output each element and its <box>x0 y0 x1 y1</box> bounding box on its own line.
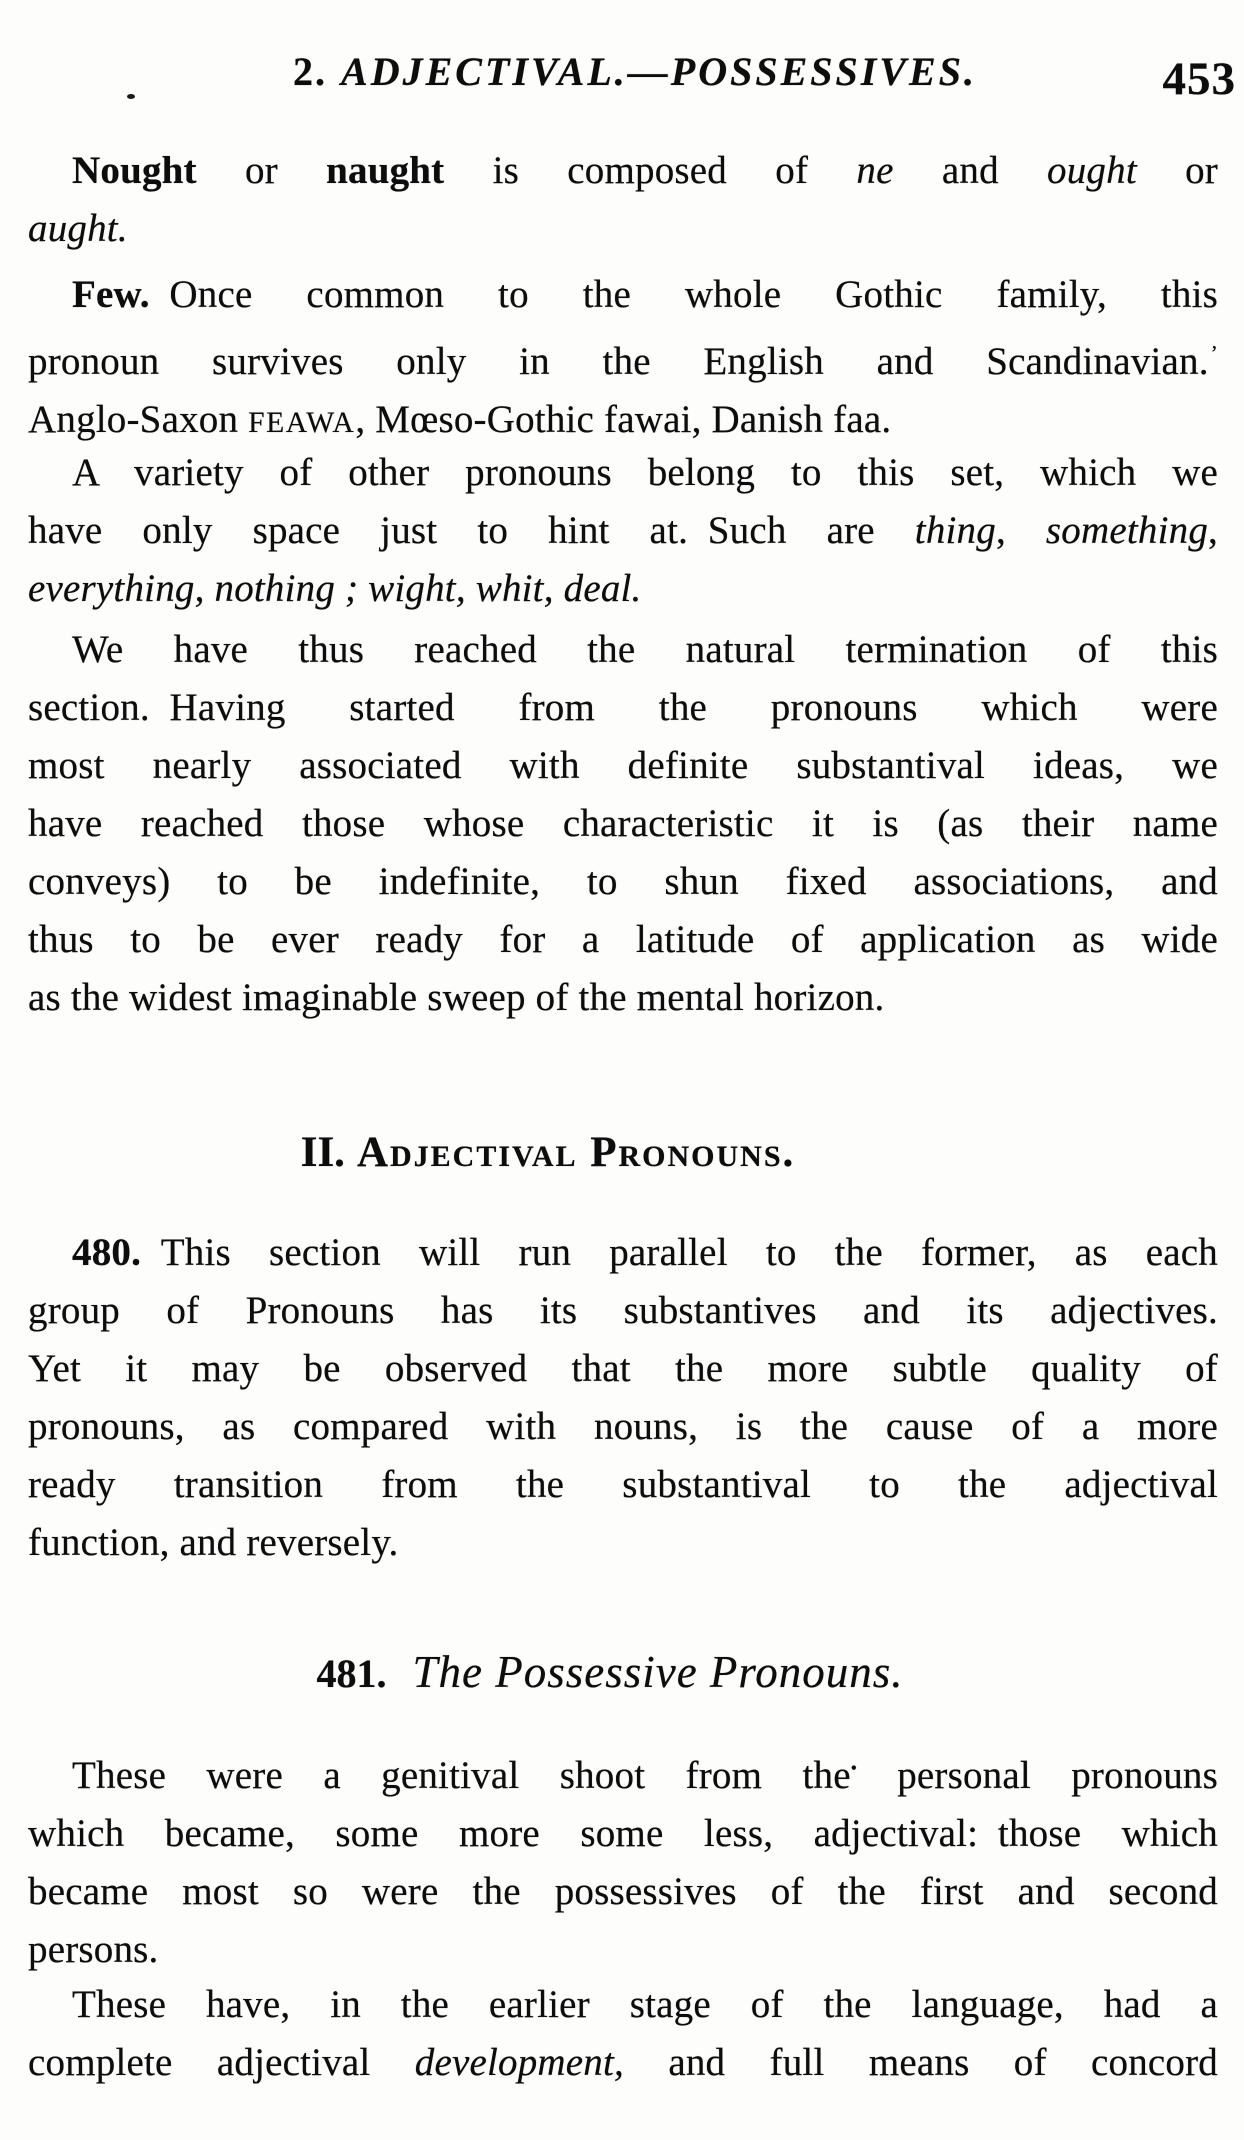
paragraph-few <box>28 266 1218 452</box>
text-run: , <box>1208 509 1218 552</box>
paragraph-nought <box>28 142 1218 258</box>
text-line <box>28 679 1218 737</box>
text-run: pronouns, as compared with nouns, is the cause of a more <box>28 1405 1218 1448</box>
text-run: Nought <box>72 149 197 192</box>
text-run: Few. <box>72 273 150 316</box>
text-run: A variety of other pronouns belong to this set, which we <box>72 451 1218 494</box>
text-run: have only space just to hint at. Such are <box>28 509 915 552</box>
text-run: everything, nothing ; wight, whit, deal. <box>28 567 642 610</box>
section-title: The Possessive Pronouns. <box>412 1647 904 1697</box>
text-line <box>28 1224 1218 1282</box>
text-line <box>28 2034 1218 2092</box>
paragraph-genitival <box>28 1739 1218 1979</box>
running-head <box>230 48 1040 95</box>
text-run: persons. <box>28 1928 159 1971</box>
text-run: Yet it may be observed that the more subtle quality of <box>28 1347 1218 1390</box>
text-run: complete adjectival <box>28 2041 415 2084</box>
text-run: development, <box>414 2041 624 2084</box>
text-line <box>28 266 1218 324</box>
text-run: most nearly associated with definite substantival ideas, we <box>28 744 1218 787</box>
text-run: , <box>995 509 1046 552</box>
section-heading-adjectival-pronouns <box>28 1128 1068 1177</box>
text-run: or <box>196 149 327 192</box>
text-line <box>28 142 1218 200</box>
text-run: or <box>1136 149 1218 192</box>
text-run: is composed of <box>444 149 857 192</box>
text-line <box>28 911 1218 969</box>
text-run: which became, some more some less, adjectival: those which <box>28 1812 1218 1855</box>
text-line <box>28 444 1218 502</box>
text-line <box>28 1805 1218 1863</box>
text-run: have reached those whose characteristic it is (as their name <box>28 802 1218 845</box>
text-line <box>28 621 1218 679</box>
text-run: something <box>1045 509 1209 552</box>
running-head-section-number: 2. <box>293 49 328 94</box>
section-number-480: 480. <box>72 1231 142 1274</box>
text-run: Once common to the whole Gothic family, this <box>149 273 1218 316</box>
text-line <box>28 1456 1218 1514</box>
text-line <box>28 1398 1218 1456</box>
text-line <box>28 502 1218 560</box>
paragraph-480 <box>28 1224 1218 1572</box>
ink-blot: • <box>850 1758 857 1778</box>
text-run: and <box>893 149 1048 192</box>
text-run: We have thus reached the natural termination of this <box>72 628 1218 671</box>
section-number-481: 481. <box>316 1651 387 1696</box>
section-numeral: II. <box>300 1129 345 1176</box>
text-line <box>28 1340 1218 1398</box>
ink-artifact: ’ <box>1210 341 1218 365</box>
text-line <box>28 1863 1218 1921</box>
text-run: became most so were the possessives of the first and second <box>28 1870 1218 1913</box>
text-line <box>28 391 1218 452</box>
text-run: function, and reversely. <box>28 1521 399 1564</box>
text-run: conveys) to be indefinite, to shun fixed associations, and <box>28 860 1218 903</box>
text-line <box>28 853 1218 911</box>
text-run: as the widest imaginable sweep of the mental horizon. <box>28 976 885 1019</box>
text-run: ne <box>856 149 894 192</box>
text-line <box>28 1921 1218 1979</box>
text-run-smallcaps: FEAWA <box>248 407 356 439</box>
text-run: aught. <box>28 207 128 250</box>
text-run: section. Having started from the pronouns which were <box>28 686 1218 729</box>
paragraph-termination <box>28 621 1218 1027</box>
section-heading-possessive-pronouns <box>28 1646 1192 1698</box>
text-run: Anglo-Saxon <box>28 398 249 441</box>
text-line <box>28 200 1218 258</box>
running-head-title: ADJECTIVAL.—POSSESSIVES. <box>341 49 977 94</box>
text-run: thing <box>914 509 996 552</box>
text-run: naught <box>326 149 445 192</box>
text-run: ought <box>1047 149 1137 192</box>
text-line <box>28 1976 1218 2034</box>
text-run: These have, in the earlier stage of the language, had a <box>72 1983 1218 2026</box>
text-line <box>28 560 1218 618</box>
section-title: Adjectival Pronouns. <box>356 1129 796 1176</box>
page-number: 453 <box>1162 53 1236 105</box>
text-line <box>28 1739 1218 1805</box>
ink-speck <box>127 94 135 99</box>
text-run: This section will run parallel to the former, as each <box>141 1231 1218 1274</box>
text-run: thus to be ever ready for a latitude of application as wide <box>28 918 1218 961</box>
text-run: and full means of concord <box>624 2041 1218 2084</box>
text-line <box>28 1514 1218 1572</box>
text-run: , Mœso-Gothic fawai, Danish faa. <box>355 398 892 441</box>
paragraph-earlier-stage <box>28 1976 1218 2092</box>
text-line <box>28 324 1218 391</box>
text-run: group of Pronouns has its substantives and its adjectives. <box>28 1289 1218 1332</box>
text-run: personal pronouns <box>856 1754 1218 1797</box>
text-run: ready transition from the substantival to the adjectival <box>28 1463 1218 1506</box>
text-line <box>28 1282 1218 1340</box>
text-line <box>28 737 1218 795</box>
paragraph-variety <box>28 444 1218 618</box>
text-run: pronoun survives only in the English and Scandinavian. <box>28 340 1209 383</box>
text-run: These were a genitival shoot from the <box>72 1754 851 1797</box>
text-line <box>28 795 1218 853</box>
text-line <box>28 969 1218 1027</box>
